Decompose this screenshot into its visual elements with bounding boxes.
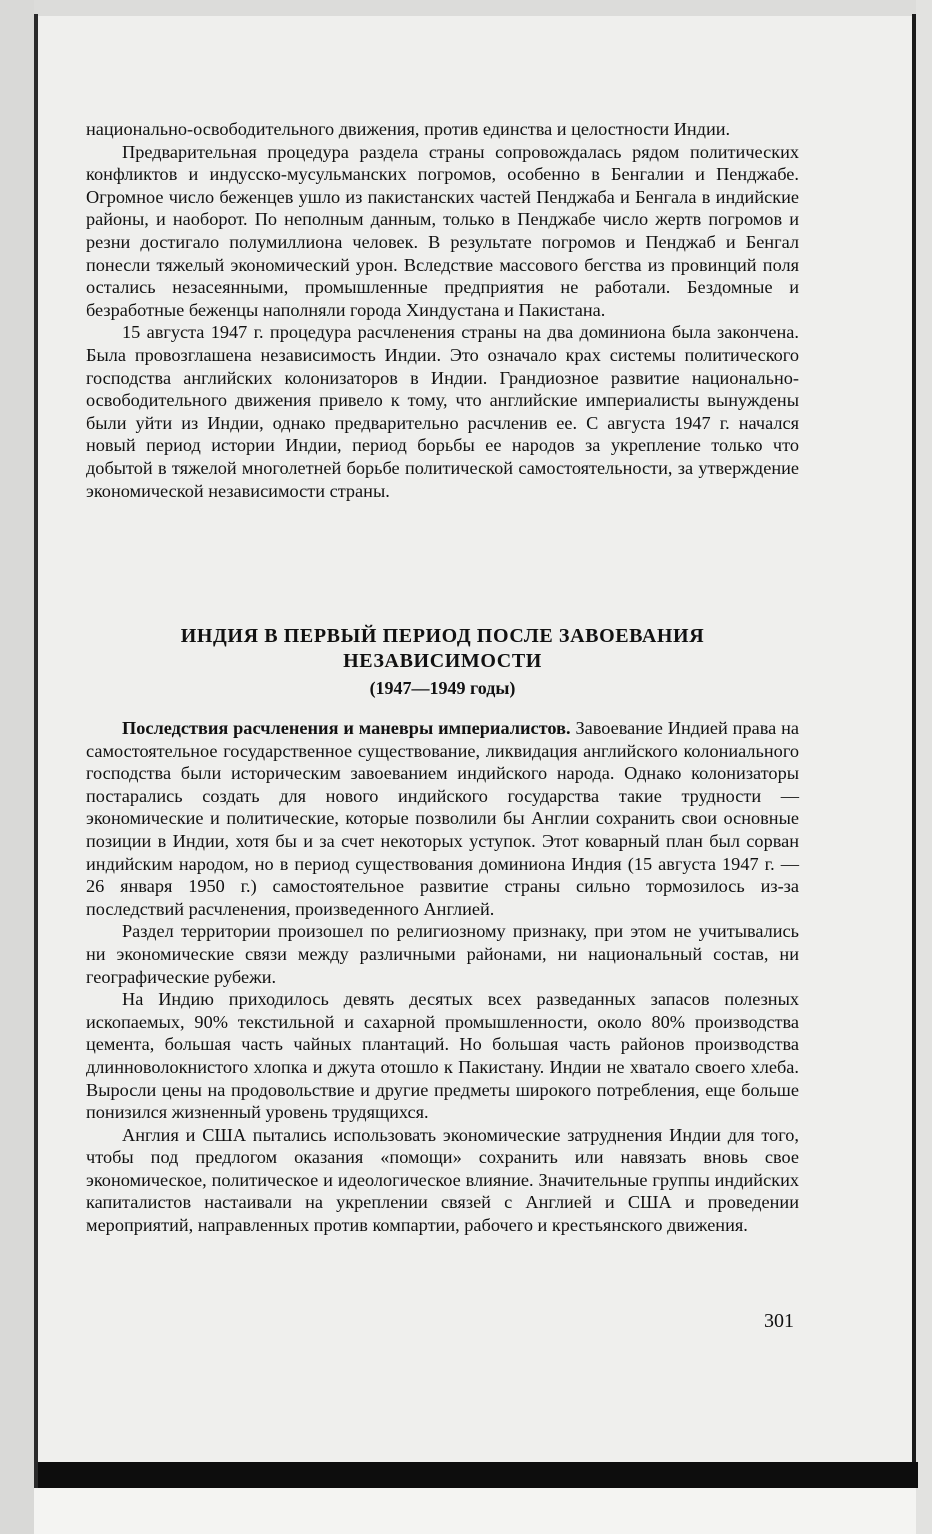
heading-line-2: НЕЗАВИСИМОСТИ — [343, 650, 542, 672]
scan-bottom-bar — [38, 1462, 918, 1488]
page-left-edge — [34, 14, 38, 1488]
paragraph-consequences-text: Завоевание Индией права на самостоятельное государственное существование, ликвидация английского колониального господства были историческим завоеванием индийского народа. Однако колонизаторы постарались создать для нового индийского государства такие трудности — экономические и политические, которые позволили бы Англии сохранить свои основные позиции в Индии, хотя бы и за счет некоторых уступок. Этот коварный план был сорван индийским народом, но в период существования доминиона Индия (15 августа 1947 г. — 26 января 1950 г.) самостоятельное развитие страны сильно тормозилось из-за последствий расчленения, произведенного Англией. — [86, 718, 799, 919]
continuation-paragraph: национально-освободительного движения, против единства и целостности Индии. — [86, 119, 731, 139]
paragraph-territory: Раздел территории произошел по религиозному признаку, при этом не учитывались ни экономические связи между различными районами, ни национальный состав, ни географические рубежи. — [86, 921, 799, 987]
heading-line-1: ИНДИЯ В ПЕРВЫЙ ПЕРИОД ПОСЛЕ ЗАВОЕВАНИЯ — [180, 625, 705, 647]
page-body-top — [86, 118, 799, 502]
scan-top-border — [0, 0, 932, 16]
section-lead: Последствия расчленения и маневры империалистов. — [122, 718, 571, 738]
scan-left-border — [0, 0, 34, 1534]
section-heading — [86, 624, 799, 701]
paragraph-england-usa: Англия и США пытались использовать экономические затруднения Индии для того, чтобы под предлогом оказания «помощи» сохранить или навязать вновь свое экономическое, политическое и идеологическое влияние. Значительные группы индийских капиталистов настаивали на укреплении связей с Англией и США и проведении мероприятий, направленных против компартии, рабочего и крестьянского движения. — [86, 1124, 799, 1236]
page-number: 301 — [764, 1310, 794, 1332]
page-right-edge — [912, 14, 916, 1488]
scan-right-border — [916, 0, 932, 1534]
heading-years: (1947—1949 годы) — [369, 678, 516, 698]
paragraph-independence: 15 августа 1947 г. процедура расчленения страны на два доминиона была закончена. Была провозглашена независимость Индии. Это означало крах системы политического господства английских колонизаторов в Индии. Грандиозное развитие национально-освободительного движения привело к тому, что английские империалисты вынуждены были уйти из Индии, однако предварительно расчленив ее. С августа 1947 г. начался новый период истории Индии, период борьбы ее народов за укрепление только что добытой в тяжелой многолетней борьбе политической самостоятельности, за утверждение экономической независимости страны. — [86, 322, 799, 501]
paragraph-consequences — [86, 717, 799, 920]
page-body-bottom — [86, 717, 799, 1237]
paragraph-resources: На Индию приходилось девять десятых всех разведанных запасов полезных ископаемых, 90% текстильной и сахарной промышленности, около 80% производства цемента, большая часть чайных плантаций. Но большая часть районов производства длинноволокнистого хлопка и джута отошло к Пакистану. Индии не хватало своего хлеба. Выросли цены на продовольствие и другие предметы широкого потребления, еще больше понизился жизненный уровень трудящихся. — [86, 989, 799, 1123]
paragraph-partition-conflicts: Предварительная процедура раздела страны сопровождалась рядом политических конфликтов и индусско-мусульманских погромов, особенно в Бенгалии и Пенджабе. Огромное число беженцев ушло из пакистанских частей Пенджаба и Бенгала в индийские районы, и наоборот. По неполным данным, только в Пенджабе число жертв погромов и резни достигало полумиллиона человек. В результате погромов и Пенджаб и Бенгал понесли тяжелый экономический урон. Вследствие массового бегства из провинций поля остались незасеянными, промышленные предприятия не работали. Бездомные и безработные беженцы наполняли города Хиндустана и Пакистана. — [86, 141, 799, 320]
